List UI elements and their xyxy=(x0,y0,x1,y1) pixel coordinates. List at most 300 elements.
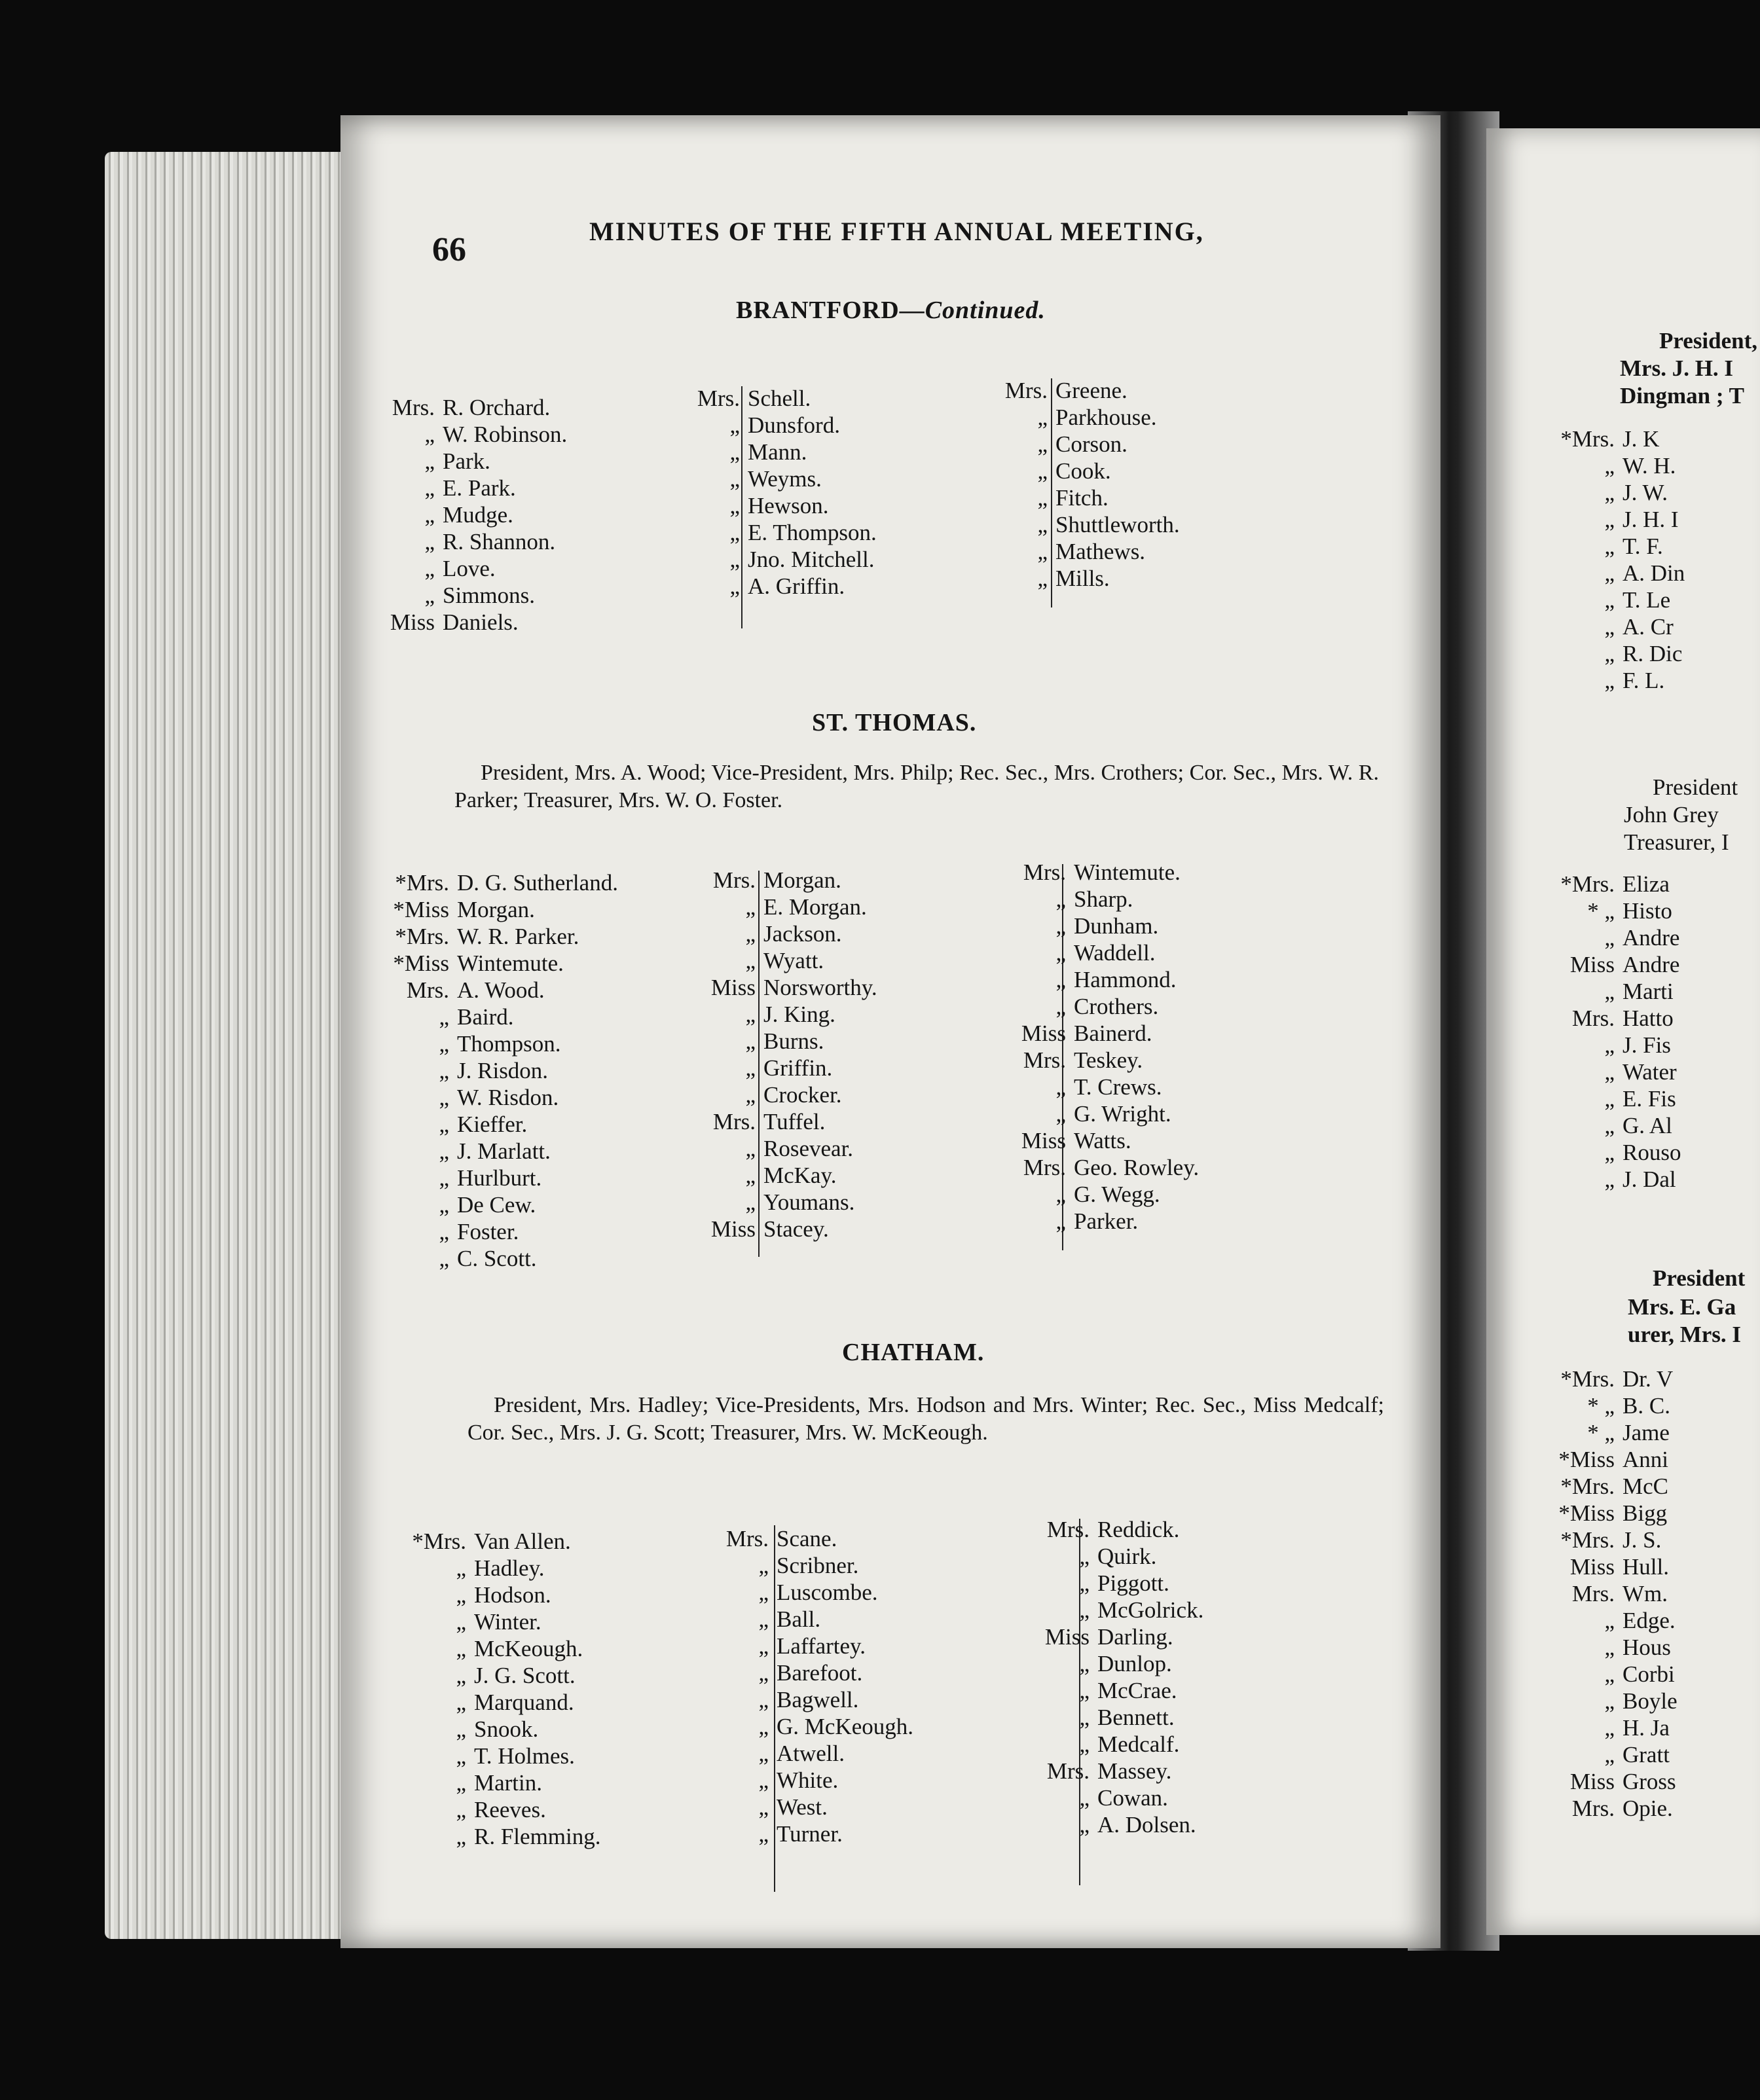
member-name: D. G. Sutherland. xyxy=(457,870,618,896)
name-prefix: „ xyxy=(1037,431,1048,457)
member-name: McKeough. xyxy=(474,1636,583,1661)
member-name: Hodson. xyxy=(474,1582,551,1608)
list-item xyxy=(680,439,877,465)
name-prefix: „ xyxy=(1079,1651,1090,1676)
member-name: Hull. xyxy=(1622,1554,1669,1580)
chatham-col-2 xyxy=(708,1525,913,1847)
rp-line: President, xyxy=(1659,328,1758,353)
name-prefix: „ xyxy=(439,1138,449,1164)
list-item xyxy=(708,1633,913,1659)
member-name: T. Crews. xyxy=(1074,1074,1162,1100)
member-name: Barefoot. xyxy=(777,1660,863,1686)
member-name: Dunsford. xyxy=(748,412,840,438)
list-item xyxy=(987,565,1180,592)
list-item xyxy=(1029,1677,1203,1704)
member-name: Bigg xyxy=(1622,1500,1668,1526)
name-prefix: „ xyxy=(1604,1635,1615,1660)
name-prefix: „ xyxy=(456,1716,466,1742)
member-name: Turner. xyxy=(777,1821,843,1847)
list-item xyxy=(1006,859,1199,886)
member-name: Edge. xyxy=(1622,1608,1676,1633)
member-name: Andre xyxy=(1622,925,1680,950)
member-name: Ball. xyxy=(777,1606,821,1632)
member-name: Opie. xyxy=(1622,1796,1673,1821)
member-name: J. Marlatt. xyxy=(457,1138,551,1164)
member-name: West. xyxy=(777,1794,828,1820)
member-name: J. Risdon. xyxy=(457,1058,549,1083)
list-item xyxy=(680,492,877,519)
list-item xyxy=(1029,1650,1203,1677)
section-heading-brantford: BRANTFORD—Continued. xyxy=(736,297,1046,324)
member-name: Winter. xyxy=(474,1609,541,1635)
rp-line: Dingman ; T xyxy=(1620,383,1744,408)
list-item xyxy=(1554,1553,1678,1580)
list-item xyxy=(389,1218,618,1245)
list-item xyxy=(695,1189,877,1216)
member-name: Bagwell. xyxy=(777,1687,859,1712)
member-name: A. Cr xyxy=(1622,614,1674,640)
member-name: Jame xyxy=(1622,1420,1670,1445)
member-name: Wintemute. xyxy=(457,950,564,976)
member-name: Crothers. xyxy=(1074,994,1159,1019)
list-item xyxy=(680,385,877,412)
rp-line: Mrs. E. Ga xyxy=(1628,1294,1736,1320)
member-name: W. H. xyxy=(1622,453,1676,479)
name-prefix: „ xyxy=(456,1770,466,1796)
name-prefix: „ xyxy=(758,1633,769,1659)
list-item xyxy=(708,1713,913,1740)
member-name: Wyatt. xyxy=(763,948,824,973)
name-prefix: „ xyxy=(1079,1597,1090,1623)
member-name: Van Allen. xyxy=(474,1529,571,1554)
list-item xyxy=(987,538,1180,565)
list-item xyxy=(708,1606,913,1633)
name-prefix: *Mrs. xyxy=(1560,426,1615,452)
list-item xyxy=(1554,1580,1678,1607)
section-heading-chatham: CHATHAM. xyxy=(842,1339,985,1366)
member-name: Burns. xyxy=(763,1028,824,1054)
member-name: Boyle xyxy=(1622,1688,1678,1714)
list-item xyxy=(1554,1059,1681,1085)
page-title: MINUTES OF THE FIFTH ANNUAL MEETING, xyxy=(589,217,1204,246)
list-item xyxy=(1006,1127,1199,1154)
right-page-text xyxy=(1486,128,1760,1935)
list-item xyxy=(406,1743,601,1769)
list-item xyxy=(406,1608,601,1635)
name-prefix: „ xyxy=(424,583,435,608)
name-prefix: Miss xyxy=(1021,1021,1066,1046)
member-name: A. Wood. xyxy=(457,977,545,1003)
name-prefix: „ xyxy=(1079,1570,1090,1596)
list-item xyxy=(1554,1419,1678,1446)
list-item xyxy=(695,947,877,974)
member-name: Gratt xyxy=(1622,1742,1670,1767)
member-name: Gross xyxy=(1622,1769,1676,1794)
member-name: E. Morgan. xyxy=(763,894,867,920)
name-prefix: „ xyxy=(439,1165,449,1191)
list-item xyxy=(695,920,877,947)
brantford-col-2 xyxy=(680,385,877,600)
list-item xyxy=(389,1111,618,1138)
name-prefix: Mrs. xyxy=(712,867,756,893)
name-prefix: Mrs. xyxy=(1571,1796,1615,1821)
name-prefix: „ xyxy=(1604,979,1615,1004)
name-prefix: Mrs. xyxy=(1571,1581,1615,1606)
name-prefix: „ xyxy=(424,529,435,554)
name-prefix: „ xyxy=(1604,614,1615,640)
name-prefix: „ xyxy=(1604,1608,1615,1633)
member-name: Snook. xyxy=(474,1716,539,1742)
list-item xyxy=(1554,1005,1681,1032)
name-prefix: „ xyxy=(1037,485,1048,511)
name-prefix: „ xyxy=(456,1555,466,1581)
list-item xyxy=(1554,1634,1678,1661)
member-name: Hammond. xyxy=(1074,967,1177,992)
member-name: Shuttleworth. xyxy=(1055,512,1180,537)
list-item xyxy=(1554,587,1685,613)
member-name: Daniels. xyxy=(443,609,519,635)
name-prefix: „ xyxy=(1604,1688,1615,1714)
name-prefix: „ xyxy=(1037,512,1048,537)
member-name: J. King. xyxy=(763,1002,835,1027)
rp-list-2 xyxy=(1554,871,1681,1193)
member-name: Sharp. xyxy=(1074,886,1133,912)
st-thomas-col-2 xyxy=(695,867,877,1242)
member-name: Anni xyxy=(1622,1447,1668,1472)
member-name: Bennett. xyxy=(1097,1705,1175,1730)
member-name: W. Robinson. xyxy=(443,422,568,447)
member-name: Norsworthy. xyxy=(763,975,877,1000)
name-prefix: „ xyxy=(456,1690,466,1715)
name-prefix: * „ xyxy=(1587,1393,1615,1419)
member-name: Dr. V xyxy=(1622,1366,1674,1392)
member-name: R. Flemming. xyxy=(474,1824,601,1849)
name-prefix: „ xyxy=(1604,587,1615,613)
member-name: Mathews. xyxy=(1055,539,1146,564)
list-item xyxy=(389,869,618,896)
member-name: Bainerd. xyxy=(1074,1021,1152,1046)
member-name: E. Park. xyxy=(443,475,516,501)
list-item xyxy=(1029,1516,1203,1543)
name-prefix: * „ xyxy=(1587,898,1615,924)
name-prefix: „ xyxy=(745,1136,756,1161)
name-prefix: „ xyxy=(758,1821,769,1847)
name-prefix: „ xyxy=(1604,641,1615,666)
member-name: Hadley. xyxy=(474,1555,545,1581)
list-item xyxy=(406,1528,601,1555)
list-item xyxy=(680,412,877,439)
section-heading-st-thomas: ST. THOMAS. xyxy=(812,709,977,736)
member-name: Thompson. xyxy=(457,1031,561,1057)
name-prefix: „ xyxy=(1604,560,1615,586)
list-item xyxy=(1029,1570,1203,1597)
member-name: Geo. Rowley. xyxy=(1074,1155,1200,1180)
member-name: Wm. xyxy=(1622,1581,1668,1606)
list-item xyxy=(375,582,567,609)
list-item xyxy=(389,1084,618,1111)
name-prefix: „ xyxy=(424,556,435,581)
list-item xyxy=(1554,452,1685,479)
member-name: Piggott. xyxy=(1097,1570,1169,1596)
name-prefix: Miss xyxy=(710,975,756,1000)
list-item xyxy=(1029,1623,1203,1650)
member-name: E. Fis xyxy=(1622,1086,1676,1112)
list-item xyxy=(389,1165,618,1191)
st-thomas-col-3 xyxy=(1006,859,1199,1235)
name-prefix: „ xyxy=(758,1714,769,1739)
member-name: G. Al xyxy=(1622,1113,1672,1138)
name-prefix: „ xyxy=(729,466,740,492)
member-name: G. Wegg. xyxy=(1074,1182,1160,1207)
member-name: McCrae. xyxy=(1097,1678,1177,1703)
member-name: Love. xyxy=(443,556,496,581)
member-name: J. Dal xyxy=(1622,1167,1676,1192)
brantford-col-1 xyxy=(375,394,567,636)
member-name: Andre xyxy=(1622,952,1680,977)
member-name: R. Orchard. xyxy=(443,395,551,420)
list-item xyxy=(1554,871,1681,897)
name-prefix: *Mrs. xyxy=(412,1529,466,1554)
member-name: Kieffer. xyxy=(457,1112,528,1137)
list-item xyxy=(389,977,618,1004)
list-item xyxy=(708,1794,913,1820)
list-item xyxy=(406,1555,601,1582)
list-item xyxy=(695,1055,877,1081)
name-prefix: „ xyxy=(1604,1715,1615,1741)
member-name: Griffin. xyxy=(763,1055,833,1081)
member-name: R. Shannon. xyxy=(443,529,556,554)
list-item xyxy=(1554,1366,1678,1392)
name-prefix: Mrs. xyxy=(392,395,435,420)
name-prefix: „ xyxy=(456,1743,466,1769)
name-prefix: „ xyxy=(439,1112,449,1137)
name-prefix: Mrs. xyxy=(1571,1005,1615,1031)
member-name: Quirk. xyxy=(1097,1544,1157,1569)
list-item xyxy=(708,1686,913,1713)
name-prefix: Mrs. xyxy=(406,977,449,1003)
list-item xyxy=(389,1004,618,1030)
list-item xyxy=(1029,1811,1203,1838)
name-prefix: Mrs. xyxy=(725,1526,769,1551)
member-name: Fitch. xyxy=(1055,485,1109,511)
list-item xyxy=(389,1057,618,1084)
name-prefix: Miss xyxy=(1044,1624,1090,1650)
member-name: J. S. xyxy=(1622,1527,1662,1553)
name-prefix: „ xyxy=(424,448,435,474)
name-prefix: Miss xyxy=(1021,1128,1066,1153)
name-prefix: „ xyxy=(1055,1182,1066,1207)
list-item xyxy=(1006,1181,1199,1208)
member-name: J. H. I xyxy=(1622,507,1679,532)
member-name: Foster. xyxy=(457,1219,519,1244)
name-prefix: „ xyxy=(745,948,756,973)
member-name: F. L. xyxy=(1622,668,1665,693)
list-item xyxy=(1554,924,1681,951)
list-item xyxy=(695,1216,877,1242)
list-item xyxy=(695,1028,877,1055)
name-prefix: *Miss xyxy=(1558,1500,1615,1526)
list-item xyxy=(695,1001,877,1028)
name-prefix: Miss xyxy=(1569,1769,1615,1794)
name-prefix: *Mrs. xyxy=(1560,1474,1615,1499)
member-name: De Cew. xyxy=(457,1192,536,1218)
list-item xyxy=(406,1716,601,1743)
name-prefix: „ xyxy=(1604,1086,1615,1112)
list-item xyxy=(1554,425,1685,452)
list-item xyxy=(1554,1139,1681,1166)
name-prefix: Mrs. xyxy=(1023,860,1066,885)
member-name: Corson. xyxy=(1055,431,1128,457)
list-item xyxy=(1029,1704,1203,1731)
name-prefix: „ xyxy=(439,1004,449,1030)
name-prefix: „ xyxy=(1037,539,1048,564)
member-name: Jno. Mitchell. xyxy=(748,547,875,572)
list-item xyxy=(1006,1074,1199,1100)
list-item xyxy=(680,573,877,600)
member-name: Atwell. xyxy=(777,1741,845,1766)
member-name: Reddick. xyxy=(1097,1517,1180,1542)
name-prefix: „ xyxy=(745,1082,756,1108)
member-name: Cowan. xyxy=(1097,1785,1168,1811)
list-item xyxy=(389,950,618,977)
name-prefix: „ xyxy=(1079,1544,1090,1569)
name-prefix: „ xyxy=(1055,967,1066,992)
list-item xyxy=(987,431,1180,458)
member-name: J. Fis xyxy=(1622,1032,1671,1058)
list-item xyxy=(1006,939,1199,966)
member-name: G. McKeough. xyxy=(777,1714,913,1739)
member-name: T. Le xyxy=(1622,587,1671,613)
list-item xyxy=(1554,1795,1678,1822)
name-prefix: „ xyxy=(1604,1140,1615,1165)
member-name: A. Dolsen. xyxy=(1097,1812,1196,1838)
list-item xyxy=(1029,1731,1203,1758)
member-name: Hous xyxy=(1622,1635,1671,1660)
member-name: Greene. xyxy=(1055,378,1128,403)
name-prefix: Mrs. xyxy=(1046,1758,1090,1784)
list-item xyxy=(389,896,618,923)
name-prefix: „ xyxy=(758,1767,769,1793)
list-item xyxy=(1554,978,1681,1005)
list-item xyxy=(695,1081,877,1108)
rp-line: John Grey xyxy=(1624,802,1719,827)
name-prefix: „ xyxy=(1079,1785,1090,1811)
rp-line: urer, Mrs. I xyxy=(1628,1322,1742,1347)
member-name: Stacey. xyxy=(763,1216,829,1242)
name-prefix: „ xyxy=(745,1189,756,1215)
member-name: Morgan. xyxy=(457,897,535,922)
list-item xyxy=(1554,1688,1678,1714)
name-prefix: „ xyxy=(456,1582,466,1608)
list-item xyxy=(1006,1208,1199,1235)
name-prefix: „ xyxy=(1037,405,1048,430)
member-name: Mudge. xyxy=(443,502,513,528)
list-item xyxy=(708,1767,913,1794)
rp-line: Mrs. J. H. I xyxy=(1620,355,1734,381)
name-prefix: „ xyxy=(745,894,756,920)
member-name: Eliza xyxy=(1622,871,1670,897)
member-name: Watts. xyxy=(1074,1128,1131,1153)
list-item xyxy=(708,1820,913,1847)
list-item xyxy=(1554,1446,1678,1473)
list-item xyxy=(1006,1047,1199,1074)
list-item xyxy=(1554,506,1685,533)
name-prefix: „ xyxy=(1604,668,1615,693)
name-prefix: „ xyxy=(758,1660,769,1686)
member-name: J. G. Scott. xyxy=(474,1663,576,1688)
member-name: Darling. xyxy=(1097,1624,1173,1650)
name-prefix: Miss xyxy=(710,1216,756,1242)
list-item xyxy=(1006,1100,1199,1127)
member-name: Massey. xyxy=(1097,1758,1172,1784)
list-item xyxy=(389,1245,618,1272)
member-name: Scribner. xyxy=(777,1553,859,1578)
member-name: Teskey. xyxy=(1074,1047,1143,1073)
list-item xyxy=(1554,667,1685,694)
list-item xyxy=(375,528,567,555)
list-item xyxy=(1006,913,1199,939)
list-item xyxy=(708,1579,913,1606)
name-prefix: „ xyxy=(456,1797,466,1822)
name-prefix: „ xyxy=(729,439,740,465)
member-name: W. Risdon. xyxy=(457,1085,559,1110)
member-name: Schell. xyxy=(748,386,811,411)
name-prefix: „ xyxy=(1604,1113,1615,1138)
name-prefix: „ xyxy=(456,1663,466,1688)
list-item xyxy=(1554,1607,1678,1634)
list-item xyxy=(375,394,567,421)
name-prefix: „ xyxy=(1055,1208,1066,1234)
name-prefix: „ xyxy=(758,1794,769,1820)
name-prefix: *Mrs. xyxy=(1560,1527,1615,1553)
name-prefix: „ xyxy=(1604,1167,1615,1192)
name-prefix: „ xyxy=(1055,1101,1066,1127)
name-prefix: * „ xyxy=(1587,1420,1615,1445)
name-prefix: Mrs. xyxy=(1023,1047,1066,1073)
member-name: Waddell. xyxy=(1074,940,1156,966)
list-item xyxy=(708,1659,913,1686)
list-item xyxy=(375,421,567,448)
list-item xyxy=(1554,1032,1681,1059)
name-prefix: *Miss xyxy=(393,950,449,976)
page-edges xyxy=(105,152,347,1939)
name-prefix: „ xyxy=(745,1055,756,1081)
name-prefix: „ xyxy=(456,1636,466,1661)
list-item xyxy=(1554,640,1685,667)
list-item xyxy=(987,377,1180,404)
member-name: Park. xyxy=(443,448,490,474)
name-prefix: „ xyxy=(729,573,740,599)
name-prefix: „ xyxy=(1079,1678,1090,1703)
list-item xyxy=(406,1769,601,1796)
list-item xyxy=(708,1552,913,1579)
member-name: Luscombe. xyxy=(777,1580,878,1605)
name-prefix: *Miss xyxy=(393,897,449,922)
list-item xyxy=(1554,1527,1678,1553)
name-prefix: „ xyxy=(424,475,435,501)
list-item xyxy=(375,448,567,475)
member-name: G. Wright. xyxy=(1074,1101,1171,1127)
list-item xyxy=(1554,1085,1681,1112)
list-item xyxy=(1554,1714,1678,1741)
list-item xyxy=(389,923,618,950)
name-prefix: „ xyxy=(758,1687,769,1712)
chatham-officers: President, Mrs. Hadley; Vice-Presidents, Mrs. Hodson and Mrs. Winter; Rec. Sec., Miss Medcalf; Cor. Sec., Mrs. J. G. Scott; Treasurer, Mrs. W. McKeough. xyxy=(468,1393,1384,1445)
member-name: W. R. Parker. xyxy=(457,924,579,949)
list-item xyxy=(1554,1741,1678,1768)
rp-list-1 xyxy=(1554,425,1685,694)
list-item xyxy=(695,974,877,1001)
